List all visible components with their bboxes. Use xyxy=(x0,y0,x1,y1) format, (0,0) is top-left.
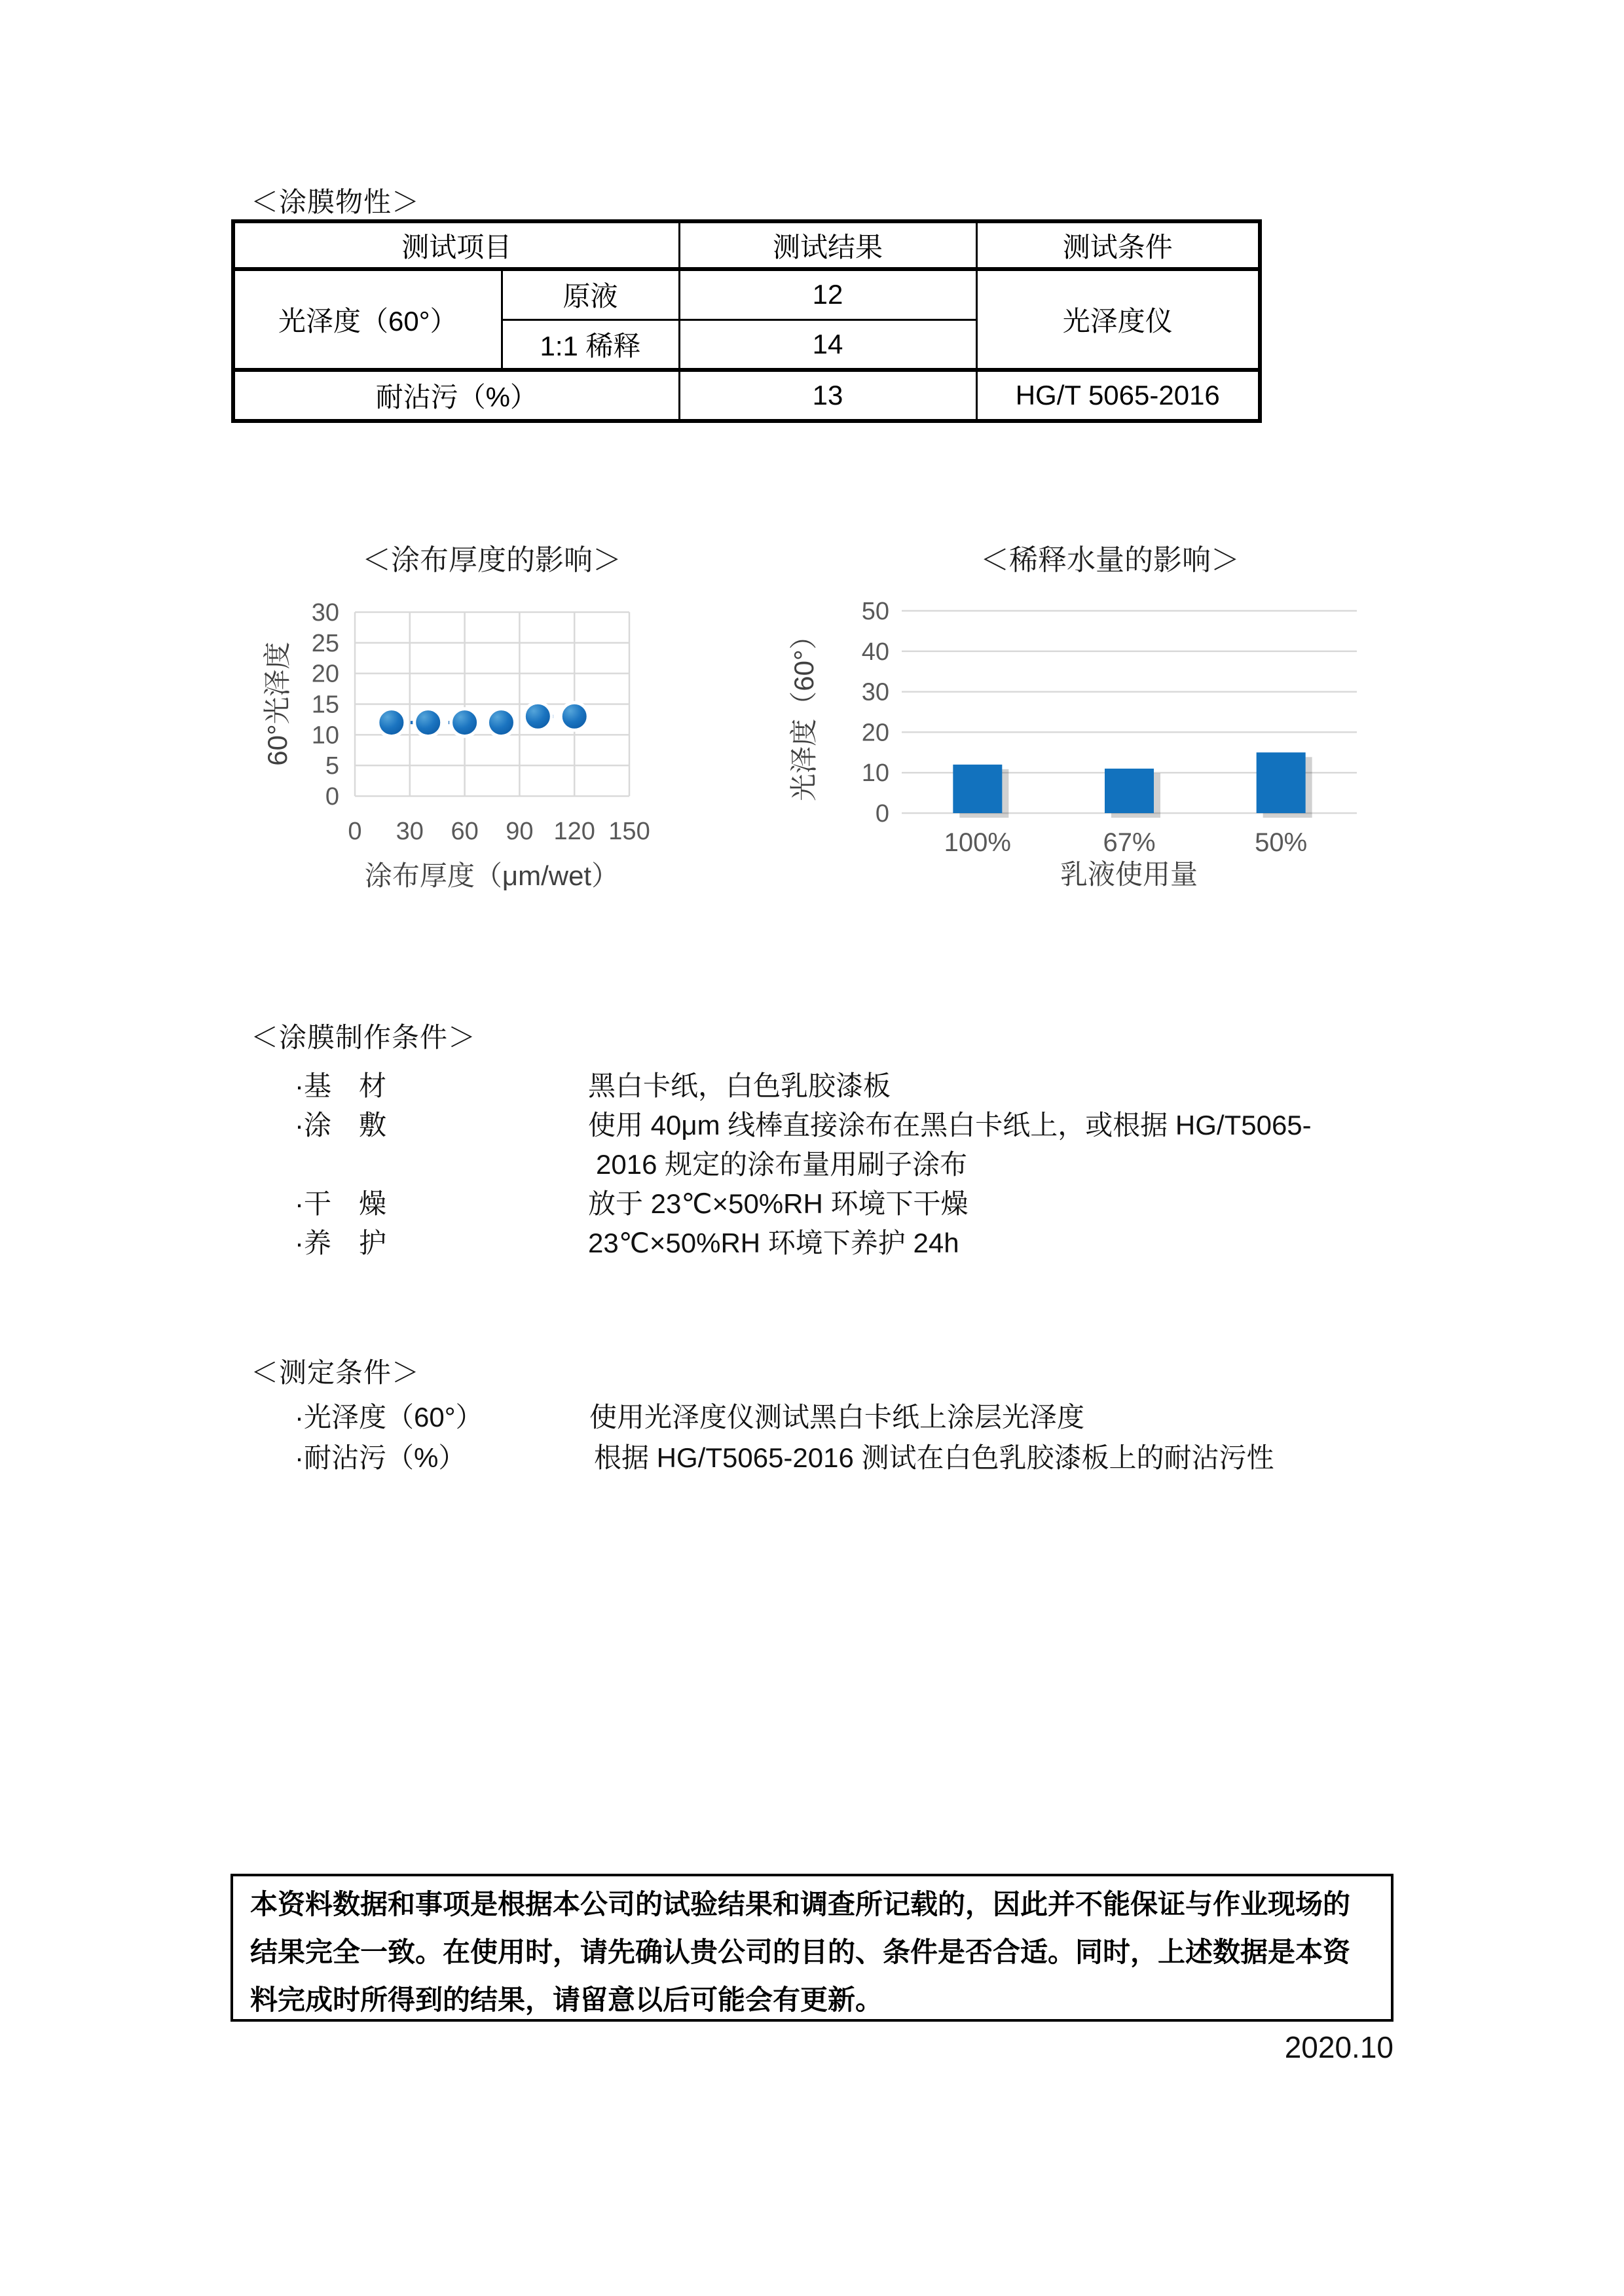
svg-text:30: 30 xyxy=(861,678,889,706)
svg-text:50: 50 xyxy=(861,598,889,625)
svg-text:90: 90 xyxy=(506,818,534,845)
table-cell-gloss-result2: 14 xyxy=(679,319,976,370)
chart1-x-axis-label: 涂布厚度（μm/wet） xyxy=(364,860,619,891)
section-title-film-prep: ＜涂膜制作条件＞ xyxy=(251,1022,477,1053)
document-date: 2020.10 xyxy=(1284,2030,1393,2064)
prep-item-drying-label: ·干 燥 xyxy=(295,1188,386,1219)
chart2-y-axis-label: 光泽度（60°） xyxy=(788,622,819,801)
chart-coating-thickness xyxy=(262,530,668,903)
table-cell-gloss-condition: 光泽度仪 xyxy=(976,269,1260,370)
disclaimer-line: 结果完全一致。在使用时，请先确认贵公司的目的、条件是否合适。同时，上述数据是本资 xyxy=(250,1937,1351,1967)
table-cell-gloss-sub1: 原液 xyxy=(502,269,679,319)
chart1-y-axis-label: 60°光泽度 xyxy=(262,642,293,766)
disclaimer-line: 本资料数据和事项是根据本公司的试验结果和调查所记载的，因此并不能保证与作业现场的 xyxy=(250,1889,1351,1920)
prep-item-application-desc: 使用 40μm 线棒直接涂布在黑白卡纸上，或根据 HG/T5065- xyxy=(588,1110,1312,1140)
film-properties-table xyxy=(231,219,1262,423)
table-cell-gloss-sub2: 1:1 稀释 xyxy=(502,319,679,370)
chart2-x-axis-label: 乳液使用量 xyxy=(1060,859,1198,890)
svg-text:20: 20 xyxy=(311,660,339,688)
svg-text:10: 10 xyxy=(311,721,339,750)
table-header-item: 测试项目 xyxy=(233,221,679,269)
svg-text:5: 5 xyxy=(325,752,339,780)
meas-item-stain-desc: 根据 HG/T5065-2016 测试在白色乳胶漆板上的耐沾污性 xyxy=(594,1442,1274,1473)
svg-text:0: 0 xyxy=(325,783,339,811)
table-cell-stain-condition: HG/T 5065-2016 xyxy=(976,370,1260,421)
table-header-condition: 测试条件 xyxy=(976,221,1260,269)
table-cell-stain-result: 13 xyxy=(679,370,976,421)
svg-text:0: 0 xyxy=(348,818,362,845)
svg-text:150: 150 xyxy=(608,818,650,845)
prep-item-application-desc-line2: 2016 规定的涂布量用刷子涂布 xyxy=(596,1149,968,1180)
chart1-gridlines xyxy=(355,612,629,796)
svg-text:120: 120 xyxy=(553,818,595,845)
meas-item-stain-label: ·耐沾污（%） xyxy=(295,1442,466,1473)
svg-text:100%: 100% xyxy=(944,828,1011,857)
svg-text:40: 40 xyxy=(861,638,889,666)
page-title: ＜涂膜物性＞ xyxy=(251,187,420,217)
svg-text:30: 30 xyxy=(396,818,424,845)
table-header-result: 测试结果 xyxy=(679,221,976,269)
chart2-bars xyxy=(953,752,1312,818)
svg-text:25: 25 xyxy=(311,629,339,657)
svg-text:20: 20 xyxy=(861,719,889,747)
svg-text:15: 15 xyxy=(311,691,339,719)
svg-text:10: 10 xyxy=(861,759,889,788)
table-cell-gloss-result1: 12 xyxy=(679,269,976,319)
meas-item-gloss-label: ·光泽度（60°） xyxy=(295,1402,483,1432)
svg-text:30: 30 xyxy=(311,599,339,627)
section-title-measurement: ＜测定条件＞ xyxy=(251,1357,420,1388)
chart2-title: ＜稀释水量的影响＞ xyxy=(980,544,1240,576)
svg-text:0: 0 xyxy=(875,800,889,828)
chart1-title: ＜涂布厚度的影响＞ xyxy=(362,544,621,576)
table-cell-gloss-label: 光泽度（60°） xyxy=(233,269,502,370)
prep-item-substrate-label: ·基 材 xyxy=(295,1070,386,1101)
svg-text:60: 60 xyxy=(451,818,479,845)
prep-item-substrate-desc: 黑白卡纸，白色乳胶漆板 xyxy=(588,1070,891,1101)
prep-item-curing-desc: 23℃×50%RH 环境下养护 24h xyxy=(588,1228,959,1258)
prep-item-drying-desc: 放于 23℃×50%RH 环境下干燥 xyxy=(588,1188,969,1219)
chart1-tick-labels xyxy=(312,599,650,845)
table-cell-stain-label: 耐沾污（%） xyxy=(233,370,679,421)
svg-text:67%: 67% xyxy=(1103,828,1156,857)
chart2-tick-labels xyxy=(862,598,1307,857)
prep-item-curing-label: ·养 护 xyxy=(295,1228,386,1258)
svg-text:50%: 50% xyxy=(1255,828,1308,857)
disclaimer-line: 料完成时所得到的结果，请留意以后可能会有更新。 xyxy=(250,1984,883,2015)
chart-dilution-amount xyxy=(773,530,1428,910)
prep-item-application-label: ·涂 敷 xyxy=(295,1110,386,1140)
disclaimer-box xyxy=(231,1874,1393,2022)
meas-item-gloss-desc: 使用光泽度仪测试黑白卡纸上涂层光泽度 xyxy=(589,1402,1085,1432)
